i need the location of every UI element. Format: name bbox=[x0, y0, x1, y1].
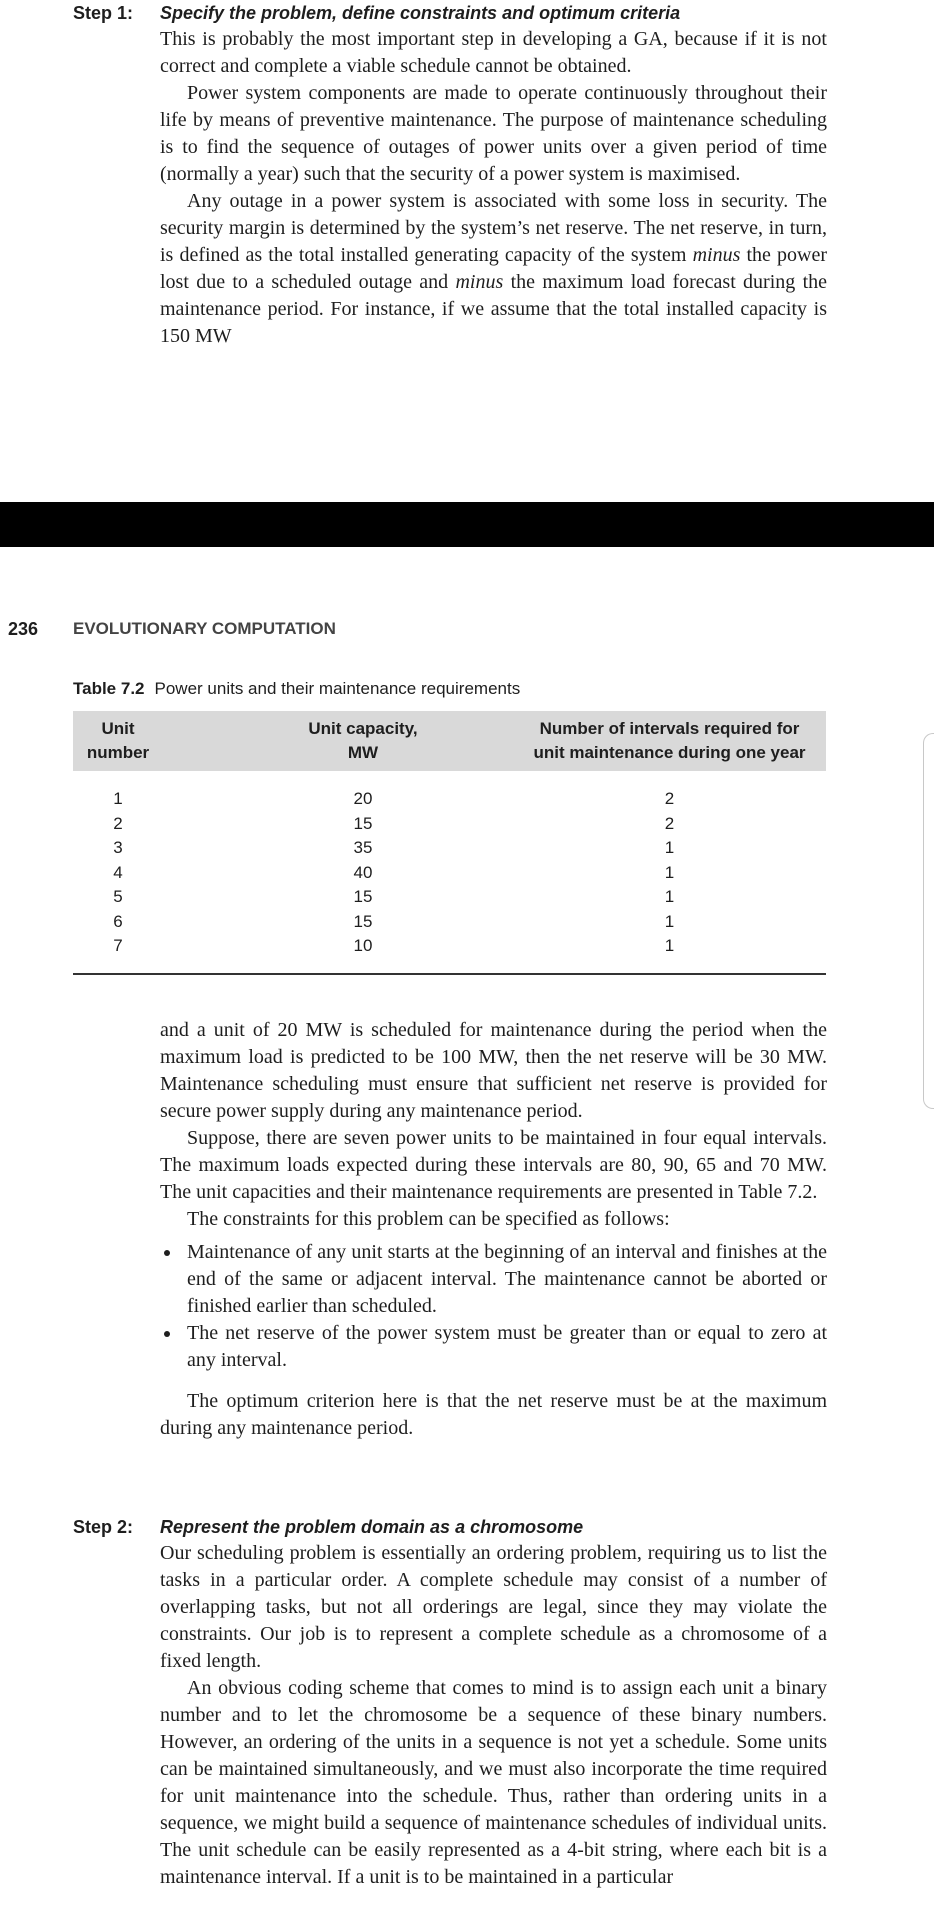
cell-intervals: 1 bbox=[664, 936, 675, 955]
table-row bbox=[73, 910, 826, 935]
cell-capacity: 35 bbox=[353, 838, 373, 857]
cell-capacity: 20 bbox=[353, 789, 373, 808]
header-line: number bbox=[86, 743, 150, 762]
cell-capacity: 10 bbox=[353, 936, 373, 955]
cell-unit: 1 bbox=[113, 789, 123, 808]
table-body bbox=[73, 787, 826, 959]
header-line: Number of intervals required for bbox=[539, 719, 800, 738]
header-unit-number bbox=[73, 717, 163, 765]
cell-intervals: 1 bbox=[664, 838, 675, 857]
cell-unit: 3 bbox=[113, 838, 123, 857]
cell-intervals: 2 bbox=[664, 813, 675, 833]
step-2-body bbox=[160, 1540, 827, 1891]
step-1-paragraph: Power system components are made to operate continuously throughout their life by means of preventive maintenance. The purpose of maintenance scheduling is to find the sequence of outages of power units over a given period of time (normally a year) such that the security of a power system is maximised. bbox=[160, 82, 827, 185]
page-number: 236 bbox=[8, 619, 39, 639]
body-paragraph: The optimum criterion here is that the net reserve must be at the maximum during any maintenance period. bbox=[160, 1390, 827, 1439]
step-2-title: Represent the problem domain as a chromosome bbox=[160, 1517, 584, 1537]
step-1-paragraph bbox=[160, 188, 827, 350]
table-caption-text: Power units and their maintenance requirements bbox=[154, 679, 521, 698]
table-row bbox=[73, 885, 826, 910]
table-row bbox=[73, 934, 826, 959]
emphasis-minus: minus bbox=[455, 271, 504, 293]
table-caption-label: Table 7.2 bbox=[73, 679, 145, 698]
table-row bbox=[73, 812, 826, 837]
step-1-body bbox=[160, 26, 827, 350]
body-paragraph: The constraints for this problem can be specified as follows: bbox=[187, 1208, 670, 1230]
cell-capacity: 15 bbox=[353, 813, 373, 833]
body-paragraph: Suppose, there are seven power units to be maintained in four equal intervals. The maximum loads expected during these intervals are 80, 90, 65 and 70 MW. The unit capacities and their maintenance requirements are presented in Table 7.2. bbox=[160, 1127, 827, 1203]
table-bottom-rule bbox=[73, 973, 826, 975]
scroll-handle[interactable] bbox=[923, 733, 934, 1109]
step-1-text: Any outage in a power system is associated with some loss in security. The security margin is determined by the system’s net reserve. The net reserve, in turn, is defined as the total installed generating capacity of the system bbox=[160, 190, 827, 266]
cell-capacity: 15 bbox=[353, 887, 373, 906]
cell-intervals: 1 bbox=[664, 887, 675, 906]
step-2-label: Step 2: bbox=[73, 1517, 134, 1537]
table-header bbox=[73, 711, 826, 771]
cell-unit: 7 bbox=[113, 936, 123, 955]
cell-intervals: 1 bbox=[664, 862, 675, 882]
step-2-paragraph: Our scheduling problem is essentially an ordering problem, requiring us to list the tasks in a particular order. A complete schedule may consist of a number of overlapping tasks, but not all orderings are legal, since they may violate the constraints. Our job is to represent a complete schedule as a chromosome of a fixed length. bbox=[160, 1542, 827, 1672]
emphasis-minus: minus bbox=[692, 244, 741, 266]
step-1-paragraph: This is probably the most important step in developing a GA, because if it is not correct and complete a viable schedule cannot be obtained. bbox=[160, 28, 827, 77]
running-title: EVOLUTIONARY COMPUTATION bbox=[73, 619, 336, 638]
page-top-fragment bbox=[0, 0, 934, 502]
header-maintenance-intervals bbox=[513, 717, 826, 765]
cell-unit: 2 bbox=[113, 813, 123, 833]
header-unit-capacity bbox=[233, 717, 493, 765]
constraint-item bbox=[160, 1239, 827, 1320]
constraint-text: The net reserve of the power system must be greater than or equal to zero at any interval. bbox=[187, 1322, 827, 1371]
constraint-item bbox=[160, 1320, 827, 1374]
cell-capacity: 40 bbox=[353, 862, 373, 882]
step-1-label: Step 1: bbox=[73, 3, 134, 23]
table-row bbox=[73, 787, 826, 812]
header-line: unit maintenance during one year bbox=[533, 743, 806, 762]
bullet-dot-icon bbox=[164, 1250, 170, 1256]
step-1-title: Specify the problem, define constraints and optimum criteria bbox=[160, 3, 681, 23]
cell-intervals: 2 bbox=[664, 789, 675, 808]
header-line: Unit capacity, bbox=[308, 719, 418, 738]
page-separator-bar bbox=[0, 502, 934, 547]
cell-unit: 5 bbox=[113, 887, 123, 906]
step-1-text: the power lost due to a scheduled outage and bbox=[160, 244, 828, 293]
constraint-list bbox=[160, 1239, 827, 1374]
header-line: Unit bbox=[101, 719, 135, 738]
table-row bbox=[73, 836, 826, 861]
page-236 bbox=[0, 547, 934, 1920]
continuation-body bbox=[160, 1017, 827, 1442]
cell-unit: 4 bbox=[113, 862, 123, 882]
cell-unit: 6 bbox=[113, 911, 123, 931]
cell-capacity: 15 bbox=[353, 911, 373, 931]
header-line: MW bbox=[347, 743, 379, 762]
table-caption bbox=[73, 679, 520, 699]
constraint-text: Maintenance of any unit starts at the beginning of an interval and finishes at the end of the same or adjacent interval. The maintenance cannot be aborted or finished earlier than scheduled. bbox=[187, 1241, 827, 1317]
table-row bbox=[73, 861, 826, 886]
bullet-dot-icon bbox=[164, 1331, 170, 1337]
cell-intervals: 1 bbox=[664, 911, 675, 931]
body-paragraph: and a unit of 20 MW is scheduled for maintenance during the period when the maximum load is predicted to be 100 MW, then the net reserve will be 30 MW. Maintenance scheduling must ensure that sufficient net reserve is provided for secure power supply during any maintenance period. bbox=[160, 1019, 827, 1122]
step-2-paragraph: An obvious coding scheme that comes to mind is to assign each unit a binary number and to let the chromosome be a sequence of these binary numbers. However, an ordering of the units in a sequence is not yet a schedule. Some units can be maintained simultaneously, and we must also incorporate the time required for unit maintenance into the schedule. Thus, rather than ordering units in a sequence, we might build a sequence of maintenance schedules of individual units. The unit schedule can be easily represented as a 4-bit string, where each bit is a maintenance interval. If a unit is to be maintained in a particular bbox=[160, 1677, 827, 1888]
step-1-text: the maximum load forecast during the maintenance period. For instance, if we assume that the total installed capacity is 150 MW bbox=[160, 271, 828, 347]
